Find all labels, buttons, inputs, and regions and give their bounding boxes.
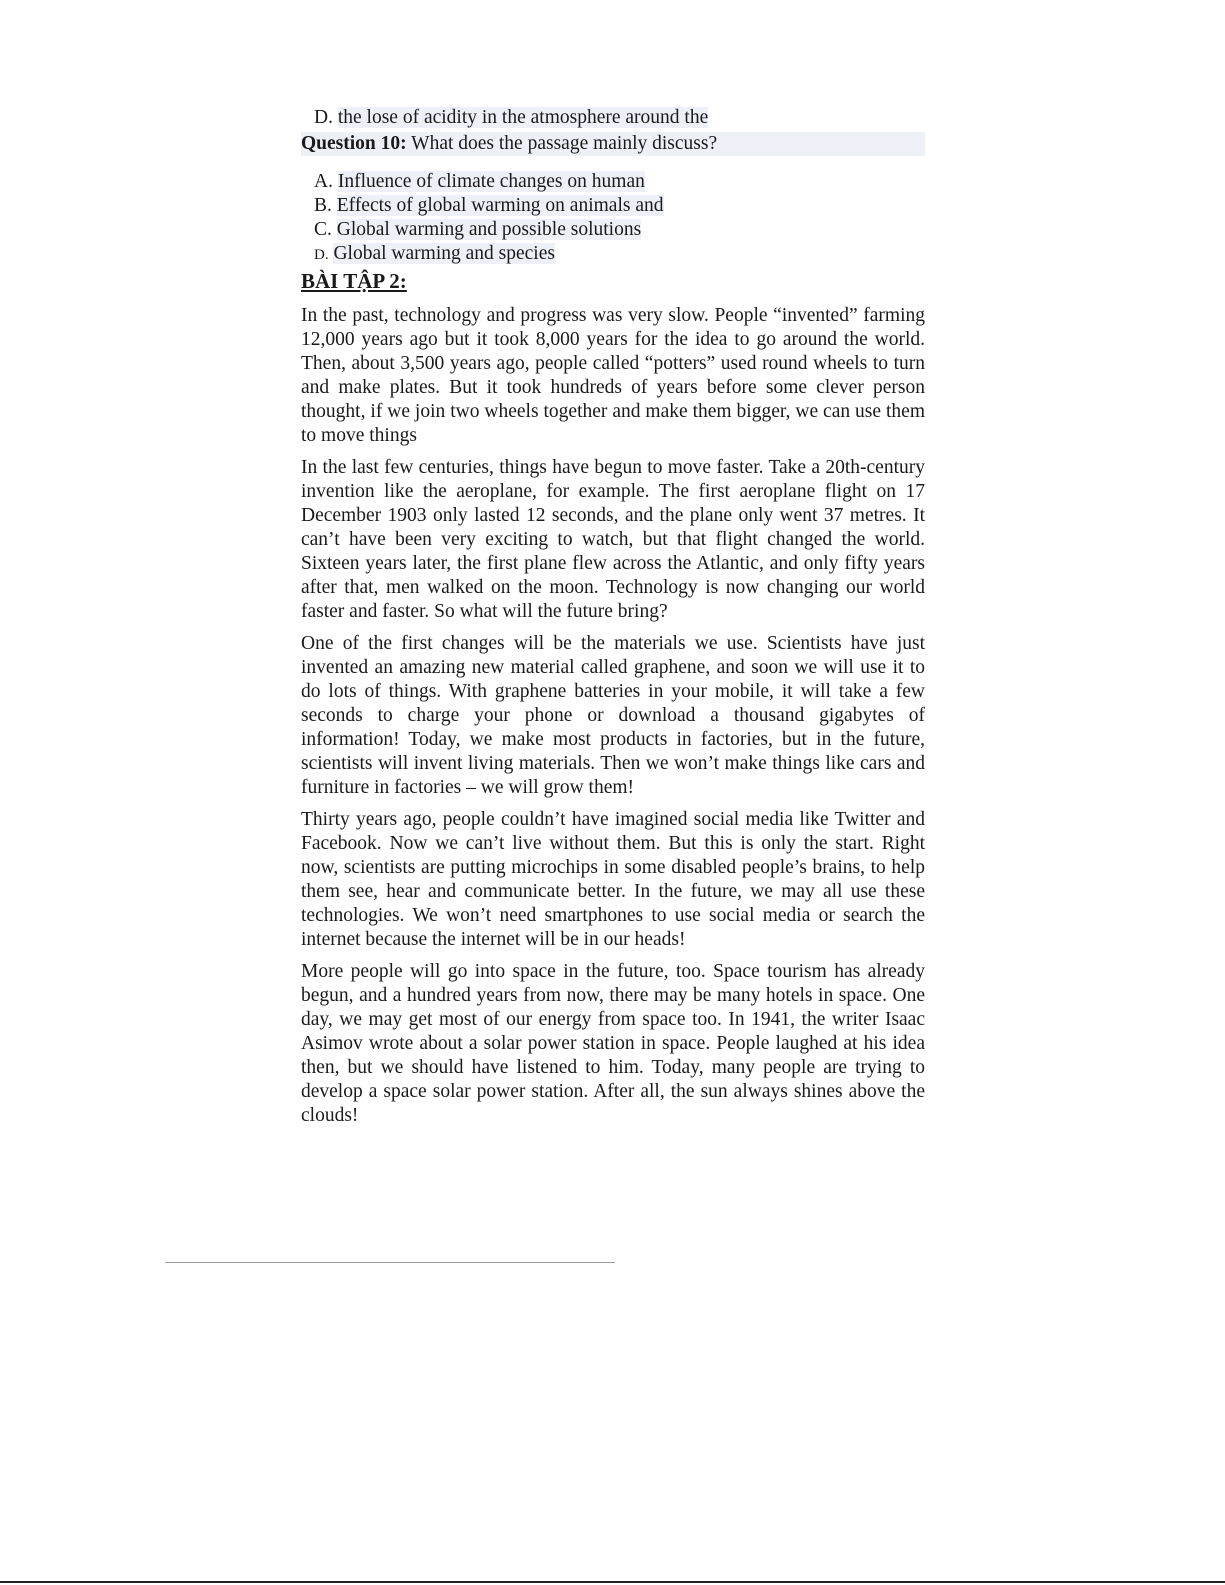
passage-paragraph-1: In the past, technology and progress was very slow. People “invented” farming 12,000 years ago but it took 8,000 years for the idea to go around the world. Then, about 3,500 years ago, people called “potters” used round wheels to turn and make plates. But it took hundreds of years before some clever person thought, if we join two wheels together and make them bigger, we can use them to move things xyxy=(301,305,925,446)
option-text: the lose of acidity in the atmosphere around the xyxy=(337,107,709,128)
question-label: Question 10: xyxy=(301,133,407,154)
option-text: Global warming and possible solutions xyxy=(336,219,642,240)
document-content xyxy=(301,106,925,1136)
option-text: Influence of climate changes on human xyxy=(337,171,645,192)
option-letter: D. xyxy=(314,247,329,263)
question-10-option-d xyxy=(301,242,925,267)
exercise-heading: BÀI TẬP 2: xyxy=(301,269,407,293)
question-10-option-c xyxy=(301,218,925,242)
passage-paragraph-5: More people will go into space in the future, too. Space tourism has already begun, and a hundred years from now, there may be many hotels in space. One day, we may get most of our energy from space too. In 1941, the writer Isaac Asimov wrote about a solar power station in space. People laughed at his idea then, but we should have listened to him. Today, many people are trying to develop a space solar power station. After all, the sun always shines above the clouds! xyxy=(301,961,925,1126)
option-text: Effects of global warming on animals and xyxy=(336,195,664,216)
passage-paragraph-2: In the last few centuries, things have begun to move faster. Take a 20th-century invention like the aeroplane, for example. The first aeroplane flight on 17 December 1903 only lasted 12 seconds, and the plane only went 37 metres. It can’t have been very exciting to watch, but that flight changed the world. Sixteen years later, the first plane flew across the Atlantic, and only fifty years after that, men walked on the moon. Technology is now changing our world faster and faster. So what will the future bring? xyxy=(301,457,925,622)
question-10 xyxy=(301,132,925,156)
question-10-option-a xyxy=(301,170,925,194)
question-text: What does the passage mainly discuss? xyxy=(411,133,718,154)
footnote-separator xyxy=(165,1262,615,1263)
passage-paragraph-4: Thirty years ago, people couldn’t have imagined social media like Twitter and Facebook. Now we can’t live without them. But this is only the start. Right now, scientists are putting microchips in some disabled people’s brains, to help them see, hear and communicate better. In the future, we may all use these technologies. We won’t need smartphones to use social media or search the internet because the internet will be in our heads! xyxy=(301,809,925,950)
option-letter: A. xyxy=(314,171,333,192)
question-10-option-b xyxy=(301,194,925,218)
passage-paragraph-3: One of the first changes will be the materials we use. Scientists have just invented an amazing new material called graphene, and soon we will use it to do lots of things. With graphene batteries in your mobile, it will take a few seconds to charge your phone or download a thousand gigabytes of information! Today, we make most products in factories, but in the future, scientists will invent living materials. Then we won’t make things like cars and furniture in factories – we will grow them! xyxy=(301,633,925,798)
option-letter: B. xyxy=(314,195,332,216)
prev-question-option-d xyxy=(301,106,925,130)
page-bottom-edge xyxy=(0,1581,1225,1583)
option-letter: D. xyxy=(314,107,333,128)
option-text: Global warming and species xyxy=(333,243,555,264)
option-letter: C. xyxy=(314,219,332,240)
